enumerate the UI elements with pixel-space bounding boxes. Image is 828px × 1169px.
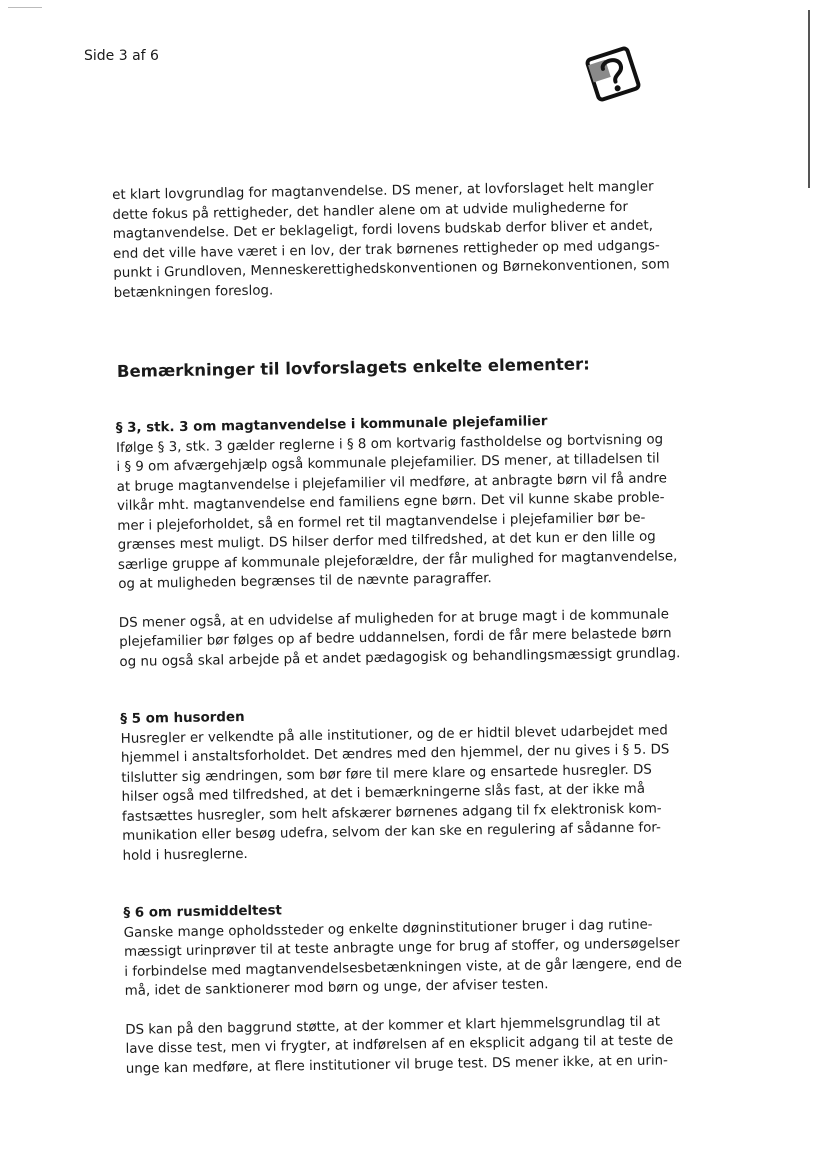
text-line: hilser også med tilfredshed, at det i bemærkningerne slås fast, at der ikke må — [121, 781, 646, 805]
letter-body — [112, 177, 717, 1117]
text-line: Husregler er velkendte på alle institutioner, og de er hidtil blevet udarbejdet med — [120, 722, 668, 747]
section-husorden — [120, 701, 712, 866]
text-line: end det ville have været i en lov, der trak børnenes rettigheder op med udgangs- — [112, 237, 660, 262]
text-line: DS kan på den baggrund støtte, at der kommer et klart hjemmelsgrundlag til at — [125, 1013, 661, 1038]
text-line: punkt i Grundloven, Menneskerettighedskonventionen og Børnekonventionen, som — [113, 257, 670, 281]
text-line: plejefamilier bør følges op af bedre uddannelsen, fordi de får mere belastede børn — [119, 626, 672, 650]
text-line: vilkår mht. magtanvendelse end familiens egne børn. Det vil kunne skabe proble- — [116, 490, 665, 514]
text-line: og nu også skal arbejde på et andet pædagogisk og behandlingsmæssigt grundlag. — [119, 645, 681, 670]
text-line: fastsættes husregler, som helt afskærer børnenes adgang til fx elektronisk kom- — [121, 800, 662, 825]
text-line: mæssigt urinprøver til at teste anbragte unge for brug af stoffer, og undersøgelser — [123, 936, 680, 960]
paragraph — [124, 914, 715, 1001]
section-heading: § 3, stk. 3 om magtanvendelse i kommunale plejefamilier — [115, 414, 548, 436]
text-line: et klart lovgrundlag for magtanvendelse. DS mener, at lovforslaget helt mangler — [112, 179, 654, 203]
paragraph — [125, 1011, 716, 1079]
text-line: dette fokus på rettigheder, det handler alene om at udvide mulighederne for — [112, 199, 629, 223]
text-line: særlige gruppe af kommunale plejeforældre, der får mulighed for magtanvendelse, — [117, 548, 678, 573]
paragraph — [116, 429, 708, 594]
paragraph — [121, 720, 713, 866]
section-plejefamilier — [116, 410, 710, 672]
text-line: at bruge magtanvendelse i plejefamilier vil medføre, at anbragte børn vil få andre — [116, 470, 668, 495]
section-heading: § 5 om husorden — [120, 709, 245, 727]
ds-logo-icon — [583, 44, 643, 104]
page-number: Side 3 af 6 — [84, 48, 159, 64]
section-rusmiddeltest — [123, 895, 716, 1079]
scan-edge-mark — [8, 7, 42, 8]
intro-paragraph — [112, 177, 704, 303]
text-line: i § 9 om afværgehjælp også kommunale plejefamilier. DS mener, at tilladelsen til — [116, 451, 660, 475]
text-line: Ganske mange opholdssteder og enkelte døgninstitutioner bruger i dag rutine- — [123, 917, 653, 941]
text-line: og at muligheden begrænses til de nævnte paragraffer. — [118, 571, 492, 592]
paragraph — [119, 604, 710, 672]
text-line: tilslutter sig ændringen, som bør føre til mere klare og ensartede husregler. DS — [121, 762, 652, 786]
text-line: magtanvendelse. Det er beklageligt, fordi lovens budskab derfor bliver et andet, — [112, 218, 654, 242]
text-line: munikation eller besøg udefra, selvom der kan ske en regulering af sådanne for- — [122, 820, 661, 844]
text-line: DS mener også, at en udvidelse af muligheden for at bruge magt i de kommunale — [118, 606, 670, 631]
text-line: hjemmel i anstaltsforholdet. Det ændres med den hjemmel, der nu gives i § 5. DS — [120, 742, 670, 766]
text-line: må, idet de sanktionerer mod børn og unge, der afviser testen. — [124, 977, 549, 999]
main-heading: Bemærkninger til lovforslagets enkelte elementer: — [116, 354, 590, 381]
scan-edge-line — [808, 10, 810, 188]
section-heading: § 6 om rusmiddeltest — [123, 903, 283, 921]
text-line: Ifølge § 3, stk. 3 gælder reglerne i § 8 om kortvarig fastholdelse og bortvisning og — [115, 431, 664, 456]
text-line: grænses mest muligt. DS hilser derfor med tilfredshed, at det kun er den lille og — [117, 529, 656, 553]
text-line: i forbindelse med magtanvendelsesbetænkningen viste, at de går længere, end de — [124, 955, 683, 980]
text-line: betænkningen foreslog. — [113, 282, 274, 301]
text-line: mer i plejeforholdet, så en formel ret til magtanvendelse i plejefamilier bør be- — [117, 510, 646, 534]
text-line: hold i husreglerne. — [122, 846, 248, 864]
text-line: unge kan medføre, at flere institutioner vil bruge test. DS mener ikke, at en urin- — [125, 1052, 669, 1077]
text-line: lave disse test, men vi frygter, at indførelsen af en eksplicit adgang til at teste de — [125, 1033, 674, 1057]
